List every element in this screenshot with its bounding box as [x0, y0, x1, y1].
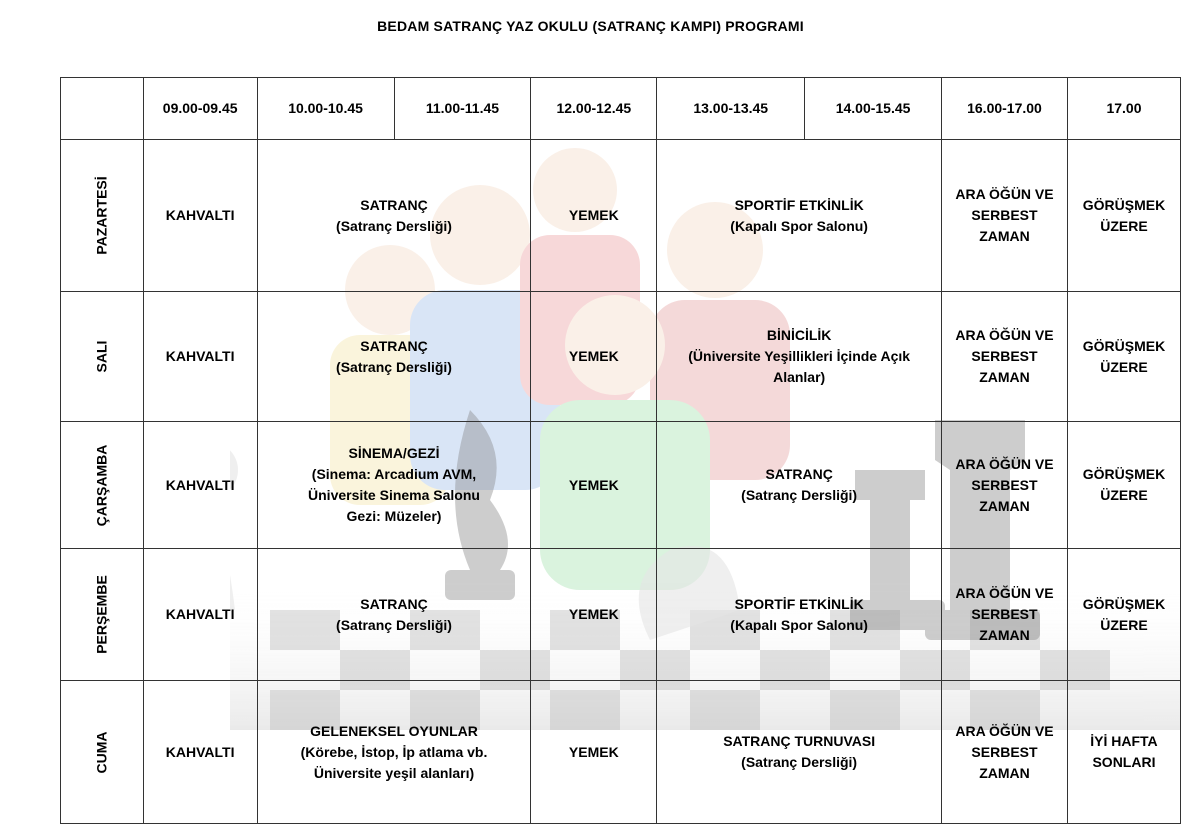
afternoon-activity-cell: SATRANÇ TURNUVASI (Satranç Dersliği) [657, 681, 942, 824]
closing-cell: GÖRÜŞMEK ÜZERE [1067, 140, 1180, 292]
morning-activity-cell: GELENEKSEL OYUNLAR (Körebe, İstop, İp atlama vb. Üniversite yeşil alanları) [257, 681, 531, 824]
morning-activity-cell: SATRANÇ (Satranç Dersliği) [257, 292, 531, 422]
closing-cell: İYİ HAFTA SONLARI [1067, 681, 1180, 824]
header-time: 16.00-17.00 [942, 78, 1068, 140]
header-time: 09.00-09.45 [143, 78, 257, 140]
day-row-pazartesi [61, 140, 1181, 292]
breakfast-cell: KAHVALTI [143, 292, 257, 422]
day-row-sali [61, 292, 1181, 422]
day-row-persembe [61, 549, 1181, 681]
lunch-cell: YEMEK [531, 292, 657, 422]
page-title: BEDAM SATRANÇ YAZ OKULU (SATRANÇ KAMPI) PROGRAMI [377, 18, 804, 34]
afternoon-activity-cell: SATRANÇ (Satranç Dersliği) [657, 422, 942, 549]
afternoon-activity-cell: BİNİCİLİK (Üniversite Yeşillikleri İçinde Açık Alanlar) [657, 292, 942, 422]
day-label: CUMA [61, 681, 144, 824]
breakfast-cell: KAHVALTI [143, 140, 257, 292]
lunch-cell: YEMEK [531, 140, 657, 292]
snack-free-time-cell: ARA ÖĞÜN VE SERBEST ZAMAN [942, 292, 1068, 422]
header-time: 17.00 [1067, 78, 1180, 140]
morning-activity-cell: SİNEMA/GEZİ (Sinema: Arcadium AVM, Üniversite Sinema Salonu Gezi: Müzeler) [257, 422, 531, 549]
header-time: 14.00-15.45 [805, 78, 942, 140]
breakfast-cell: KAHVALTI [143, 549, 257, 681]
snack-free-time-cell: ARA ÖĞÜN VE SERBEST ZAMAN [942, 681, 1068, 824]
header-time: 10.00-10.45 [257, 78, 394, 140]
day-label: SALI [61, 292, 144, 422]
day-label: ÇARŞAMBA [61, 422, 144, 549]
afternoon-activity-cell: SPORTİF ETKİNLİK (Kapalı Spor Salonu) [657, 549, 942, 681]
day-label: PERŞEMBE [61, 549, 144, 681]
schedule-table [60, 77, 1181, 824]
header-time: 13.00-13.45 [657, 78, 805, 140]
day-label: PAZARTESİ [61, 140, 144, 292]
lunch-cell: YEMEK [531, 681, 657, 824]
snack-free-time-cell: ARA ÖĞÜN VE SERBEST ZAMAN [942, 140, 1068, 292]
breakfast-cell: KAHVALTI [143, 681, 257, 824]
closing-cell: GÖRÜŞMEK ÜZERE [1067, 422, 1180, 549]
closing-cell: GÖRÜŞMEK ÜZERE [1067, 549, 1180, 681]
lunch-cell: YEMEK [531, 549, 657, 681]
snack-free-time-cell: ARA ÖĞÜN VE SERBEST ZAMAN [942, 549, 1068, 681]
header-time: 12.00-12.45 [531, 78, 657, 140]
header-time: 11.00-11.45 [394, 78, 531, 140]
header-row [61, 78, 1181, 140]
breakfast-cell: KAHVALTI [143, 422, 257, 549]
day-row-cuma [61, 681, 1181, 824]
lunch-cell: YEMEK [531, 422, 657, 549]
afternoon-activity-cell: SPORTİF ETKİNLİK (Kapalı Spor Salonu) [657, 140, 942, 292]
morning-activity-cell: SATRANÇ (Satranç Dersliği) [257, 549, 531, 681]
closing-cell: GÖRÜŞMEK ÜZERE [1067, 292, 1180, 422]
morning-activity-cell: SATRANÇ (Satranç Dersliği) [257, 140, 531, 292]
day-row-carsamba [61, 422, 1181, 549]
snack-free-time-cell: ARA ÖĞÜN VE SERBEST ZAMAN [942, 422, 1068, 549]
corner-cell [61, 78, 144, 140]
